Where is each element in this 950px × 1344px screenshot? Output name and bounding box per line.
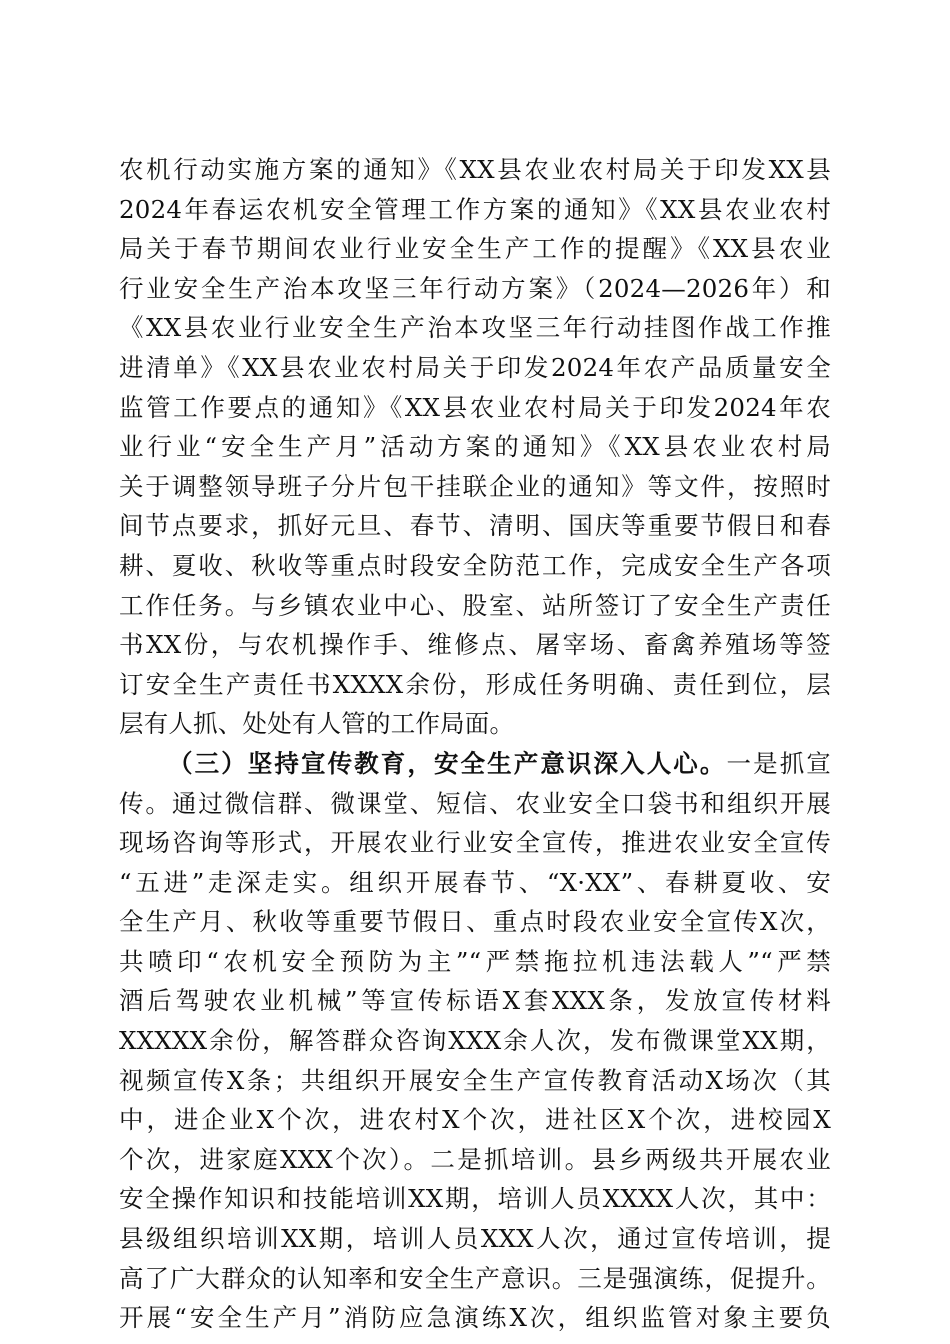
text-line: 全生产月、秋收等重要节假日、重点时段农业安全宣传X次， bbox=[119, 907, 831, 937]
text-line: 视频宣传X条；共组织开展安全生产宣传教育活动X场次（其 bbox=[119, 1065, 831, 1095]
paragraph-2 bbox=[119, 744, 831, 1338]
text-line: 书XX份，与农机操作手、维修点、屠宰场、畜禽养殖场等签 bbox=[119, 630, 831, 660]
text-line: 现场咨询等形式，开展农业行业安全宣传，推进农业安全宣传 bbox=[119, 828, 831, 858]
text-line: 层有人抓、处处有人管的工作局面。 bbox=[119, 709, 515, 739]
text-line: 工作任务。与乡镇农业中心、股室、站所签订了安全生产责任 bbox=[119, 590, 831, 620]
text-line: 监管工作要点的通知》《XX县农业农村局关于印发2024年农 bbox=[119, 392, 831, 422]
text-line: “五进”走深走实。组织开展春节、“X·XX”、春耕夏收、安 bbox=[119, 867, 831, 897]
text-line: 关于调整领导班子分片包干挂联企业的通知》等文件，按照时 bbox=[119, 471, 831, 501]
heading-line-rest: 一是抓宣 bbox=[726, 748, 831, 778]
section-heading: （三）坚持宣传教育，安全生产意识深入人心。 bbox=[168, 748, 727, 778]
text-line: 中，进企业X个次，进农村X个次，进社区X个次，进校园X bbox=[119, 1105, 831, 1135]
document-body bbox=[119, 150, 831, 1338]
text-line: 农机行动实施方案的通知》《XX县农业农村局关于印发XX县 bbox=[119, 155, 831, 184]
text-line: 订安全生产责任书XXXX余份，形成任务明确、责任到位，层 bbox=[119, 669, 831, 699]
text-line: XXXXX余份，解答群众咨询XXX余人次，发布微课堂XX期， bbox=[119, 1026, 831, 1056]
text-line: 县级组织培训XX期，培训人员XXX人次，通过宣传培训，提 bbox=[119, 1224, 831, 1254]
text-line: 共喷印“农机安全预防为主”“严禁拖拉机违法载人”“严禁 bbox=[119, 946, 831, 976]
text-line: 安全操作知识和技能培训XX期，培训人员XXXX人次，其中： bbox=[119, 1184, 831, 1214]
text-line: 高了广大群众的认知率和安全生产意识。三是强演练，促提升。 bbox=[119, 1263, 831, 1293]
text-line: 酒后驾驶农业机械”等宣传标语X套XXX条，发放宣传材料 bbox=[119, 986, 831, 1016]
paragraph-first-line bbox=[119, 744, 831, 784]
text-line: 耕、夏收、秋收等重点时段安全防范工作，完成安全生产各项 bbox=[119, 550, 831, 580]
text-line: 个次，进家庭XXX个次）。二是抓培训。县乡两级共开展农业 bbox=[119, 1144, 831, 1174]
text-line: 行业安全生产治本攻坚三年行动方案》（2024—2026年）和 bbox=[119, 273, 831, 303]
text-line: 传。通过微信群、微课堂、短信、农业安全口袋书和组织开展 bbox=[119, 788, 831, 818]
text-line: 间节点要求，抓好元旦、春节、清明、国庆等重要节假日和春 bbox=[119, 511, 831, 541]
text-line: 进清单》《XX县农业农村局关于印发2024年农产品质量安全 bbox=[119, 352, 831, 382]
text-line: 局关于春节期间农业行业安全生产工作的提醒》《XX县农业 bbox=[119, 234, 831, 264]
paragraph-1 bbox=[119, 150, 831, 744]
text-line: 业行业“安全生产月”活动方案的通知》《XX县农业农村局 bbox=[119, 432, 831, 462]
text-line: 开展“安全生产月”消防应急演练X次，组织监管对象主要负 bbox=[119, 1303, 831, 1333]
text-line: 2024年春运农机安全管理工作方案的通知》《XX县农业农村 bbox=[119, 194, 831, 224]
text-line: 《XX县农业行业安全生产治本攻坚三年行动挂图作战工作推 bbox=[119, 313, 831, 343]
